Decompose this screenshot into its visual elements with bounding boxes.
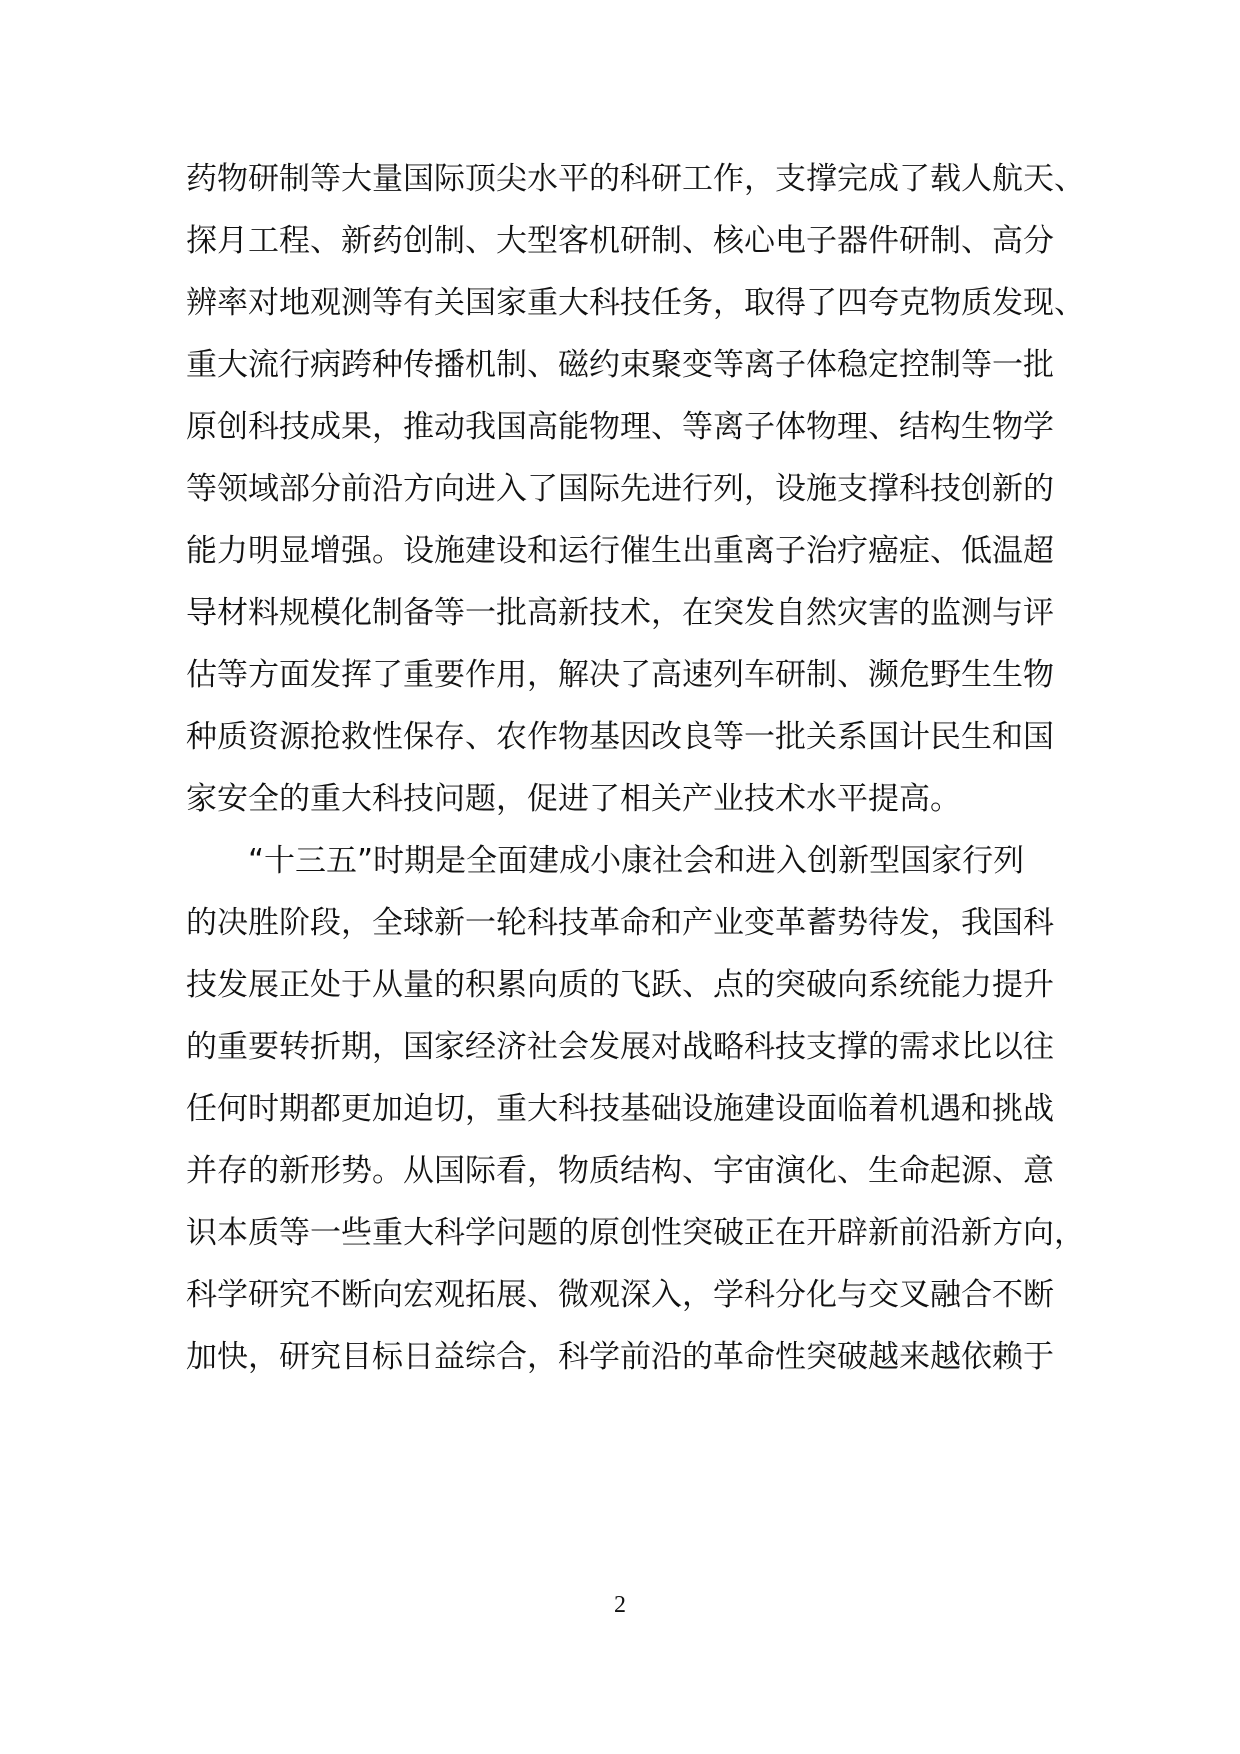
paragraph-2-line-9: 加快，研究目标日益综合，科学前沿的革命性突破越来越依赖于: [186, 1339, 1054, 1375]
paragraph-1-line-5: 原创科技成果，推动我国高能物理、等离子体物理、结构生物学: [186, 409, 1054, 445]
paragraph-1-line-3: 辨率对地观测等有关国家重大科技任务，取得了四夸克物质发现、: [186, 285, 1085, 321]
paragraph-1-line-7: 能力明显增强。设施建设和运行催生出重离子治疗癌症、低温超: [186, 533, 1054, 569]
paragraph-2-line-5: 任何时期都更加迫切，重大科技基础设施建设面临着机遇和挑战: [186, 1091, 1054, 1127]
paragraph-1-line-2: 探月工程、新药创制、大型客机研制、核心电子器件研制、高分: [186, 223, 1054, 259]
paragraph-1-line-6: 等领域部分前沿方向进入了国际先进行列，设施支撑科技创新的: [186, 471, 1054, 507]
paragraph-1-line-1: 药物研制等大量国际顶尖水平的科研工作，支撑完成了载人航天、: [186, 161, 1085, 197]
paragraph-2-line-3: 技发展正处于从量的积累向质的飞跃、点的突破向系统能力提升: [186, 967, 1054, 1003]
paragraph-2-line-4: 的重要转折期，国家经济社会发展对战略科技支撑的需求比以往: [186, 1029, 1054, 1065]
paragraph-1-line-11: 家安全的重大科技问题，促进了相关产业技术水平提高。: [186, 781, 961, 817]
page-number: 2: [614, 1592, 626, 1618]
paragraph-1-line-10: 种质资源抢救性保存、农作物基因改良等一批关系国计民生和国: [186, 719, 1054, 755]
paragraph-1-line-9: 估等方面发挥了重要作用，解决了高速列车研制、濒危野生生物: [186, 657, 1054, 693]
paragraph-1-line-4: 重大流行病跨种传播机制、磁约束聚变等离子体稳定控制等一批: [186, 347, 1054, 383]
paragraph-2-line-6: 并存的新形势。从国际看，物质结构、宇宙演化、生命起源、意: [186, 1153, 1054, 1189]
paragraph-1-line-8: 导材料规模化制备等一批高新技术，在突发自然灾害的监测与评: [186, 595, 1054, 631]
paragraph-2-line-2: 的决胜阶段，全球新一轮科技革命和产业变革蓄势待发，我国科: [186, 905, 1054, 941]
paragraph-2-line-8: 科学研究不断向宏观拓展、微观深入，学科分化与交叉融合不断: [186, 1277, 1054, 1313]
paragraph-2-line-1: “十三五”时期是全面建成小康社会和进入创新型国家行列: [248, 843, 1025, 879]
paragraph-2-line-7: 识本质等一些重大科学问题的原创性突破正在开辟新前沿新方向，: [186, 1215, 1085, 1251]
